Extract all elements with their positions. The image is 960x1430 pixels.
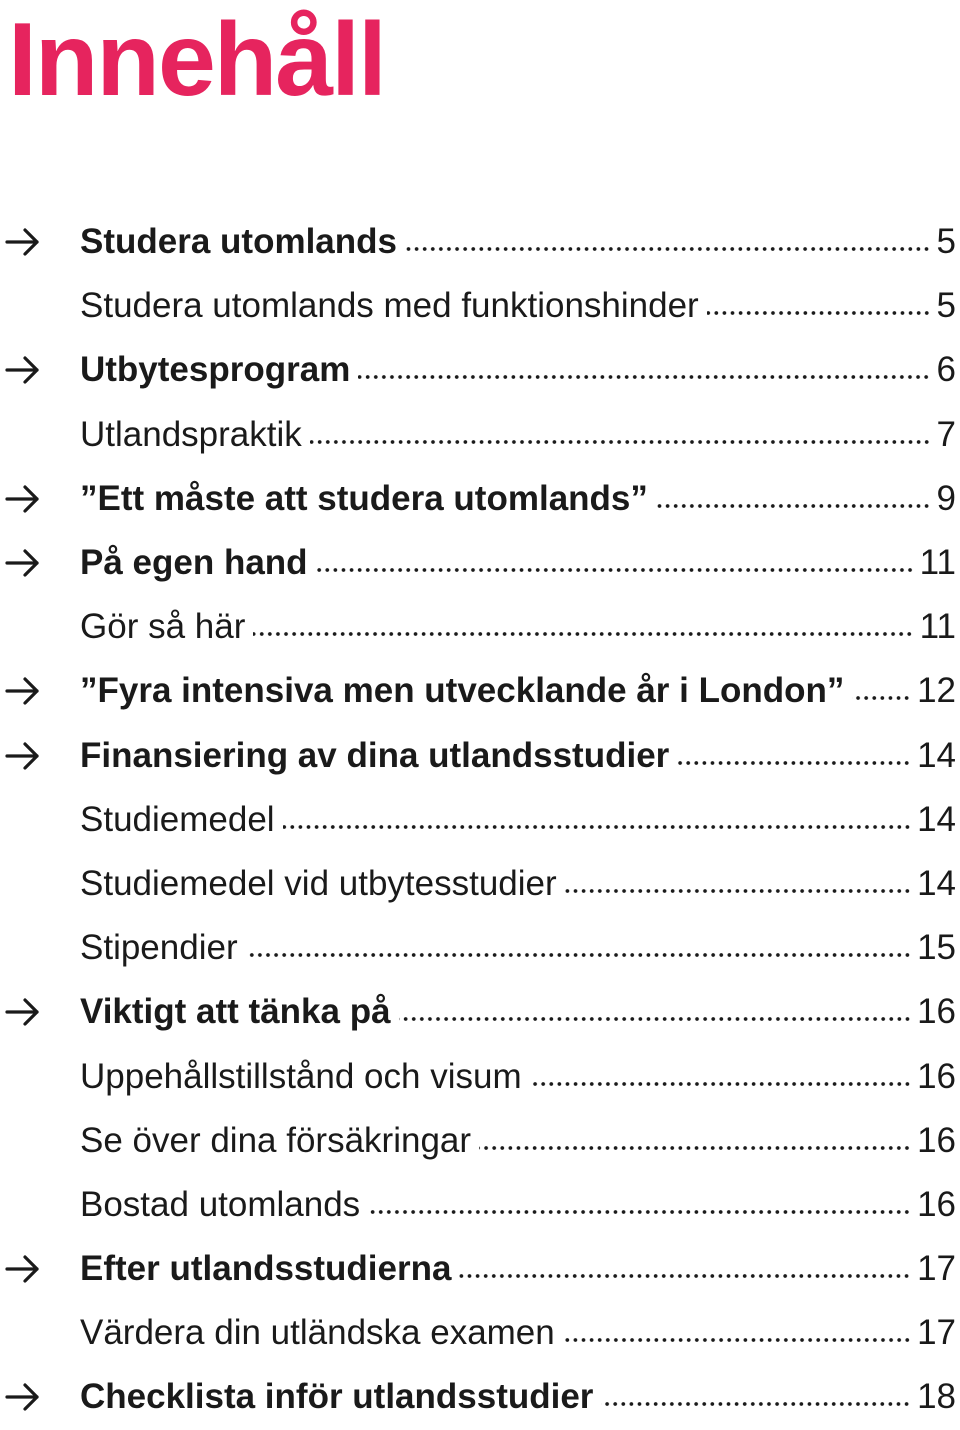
toc-entry-line — [80, 852, 956, 916]
toc-entry-line — [80, 1301, 956, 1365]
toc-page-number: 9 — [936, 478, 956, 518]
toc-entry-label: Utlandspraktik — [80, 414, 302, 454]
toc-entry[interactable] — [0, 1044, 960, 1108]
arrow-right-icon — [4, 1380, 42, 1414]
toc-page-number: 12 — [917, 671, 956, 711]
dot-leader — [316, 567, 914, 573]
toc-entry-label: Se över dina försäkringar — [80, 1120, 472, 1160]
arrow-right-icon — [4, 739, 42, 773]
toc-entry-line — [80, 274, 956, 338]
arrow-right-icon — [4, 353, 42, 387]
toc-entry-label: Studiemedel vid utbytesstudier — [80, 863, 557, 903]
toc-entry[interactable] — [0, 1109, 960, 1173]
toc-entry[interactable] — [0, 980, 960, 1044]
toc-entry-line — [80, 403, 956, 467]
toc-entry-line — [80, 724, 956, 788]
toc-entry[interactable] — [0, 916, 960, 980]
toc-entry-line — [80, 1173, 956, 1237]
toc-entry[interactable] — [0, 1301, 960, 1365]
arrow-right-icon — [4, 995, 42, 1029]
toc-entry-line — [80, 1237, 956, 1301]
toc-entry[interactable] — [0, 659, 960, 723]
toc-entry-label: Checklista inför utlandsstudier — [80, 1377, 594, 1417]
toc-entry[interactable] — [0, 338, 960, 402]
toc-entry-line — [80, 210, 956, 274]
dot-leader — [253, 631, 913, 637]
dot-leader — [358, 374, 930, 380]
page-title: Innehåll — [8, 2, 385, 118]
arrow-right-icon — [4, 225, 42, 259]
toc-page-number: 15 — [917, 928, 956, 968]
toc-entry[interactable] — [0, 1173, 960, 1237]
toc-entry-label: Studera utomlands med funktionshinder — [80, 286, 699, 326]
toc-entry-line — [80, 338, 956, 402]
arrow-right-icon — [4, 1252, 42, 1286]
toc-entry-label: Studiemedel — [80, 799, 275, 839]
dot-leader — [707, 310, 931, 316]
toc-entry-label: Finansiering av dina utlandsstudier — [80, 735, 670, 775]
toc-page-number: 18 — [917, 1377, 956, 1417]
dot-leader — [563, 1337, 911, 1343]
dot-leader — [399, 1016, 912, 1022]
toc-entry-label: Stipendier — [80, 928, 238, 968]
toc-page-number: 14 — [917, 735, 956, 775]
toc-entry[interactable] — [0, 1365, 960, 1429]
arrow-right-icon — [4, 482, 42, 516]
toc-page-number: 11 — [919, 607, 956, 647]
arrow-right-icon — [4, 674, 42, 708]
toc-entry-line — [80, 1109, 956, 1173]
toc-entry-line — [80, 531, 956, 595]
toc-page-number: 17 — [917, 1313, 956, 1353]
toc-entry-line — [80, 659, 956, 723]
dot-leader — [459, 1273, 911, 1279]
toc-entry-label: ”Fyra intensiva men utvecklande år i London” — [80, 671, 845, 711]
dot-leader — [601, 1401, 911, 1407]
dot-leader — [368, 1209, 911, 1215]
toc-entry[interactable] — [0, 788, 960, 852]
toc-entry[interactable] — [0, 403, 960, 467]
toc-entry-label: Studera utomlands — [80, 222, 397, 262]
toc-entry[interactable] — [0, 852, 960, 916]
toc-entry[interactable] — [0, 210, 960, 274]
dot-leader — [246, 952, 911, 958]
toc-page-number: 16 — [917, 1184, 956, 1224]
dot-leader — [405, 246, 931, 252]
toc-entry-label: Viktigt att tänka på — [80, 992, 391, 1032]
dot-leader — [530, 1081, 911, 1087]
toc-entry-label: Bostad utomlands — [80, 1184, 361, 1224]
toc-entry-line — [80, 467, 956, 531]
toc-page-number: 17 — [917, 1249, 956, 1289]
toc-entry-line — [80, 1044, 956, 1108]
table-of-contents — [0, 210, 960, 1430]
toc-entry-line — [80, 916, 956, 980]
toc-entry[interactable] — [0, 274, 960, 338]
toc-page-number: 7 — [936, 414, 956, 454]
dot-leader — [852, 695, 911, 701]
toc-entry[interactable] — [0, 467, 960, 531]
toc-entry-label: Gör så här — [80, 607, 246, 647]
toc-page-number: 6 — [936, 350, 956, 390]
toc-page-number: 5 — [936, 222, 956, 262]
toc-entry-label: Utbytesprogram — [80, 350, 351, 390]
toc-entry-line — [80, 1365, 956, 1429]
toc-page-number: 5 — [936, 286, 956, 326]
dot-leader — [656, 503, 931, 509]
toc-entry-line — [80, 980, 956, 1044]
dot-leader — [310, 439, 931, 445]
toc-entry-label: Efter utlandsstudierna — [80, 1249, 452, 1289]
toc-entry-line — [80, 595, 956, 659]
dot-leader — [677, 760, 911, 766]
toc-entry-label: Uppehållstillstånd och visum — [80, 1056, 522, 1096]
toc-page-number: 14 — [917, 799, 956, 839]
toc-page-number: 16 — [917, 1120, 956, 1160]
toc-entry[interactable] — [0, 1237, 960, 1301]
toc-entry-label: ”Ett måste att studera utomlands” — [80, 478, 648, 518]
toc-entry[interactable] — [0, 531, 960, 595]
toc-entry-label: På egen hand — [80, 543, 308, 583]
toc-page-number: 16 — [917, 1056, 956, 1096]
dot-leader — [283, 824, 911, 830]
toc-entry-label: Värdera din utländska examen — [80, 1313, 555, 1353]
toc-entry[interactable] — [0, 724, 960, 788]
toc-page-number: 11 — [919, 543, 956, 583]
toc-page-number: 16 — [917, 992, 956, 1032]
dot-leader — [565, 888, 911, 894]
arrow-right-icon — [4, 546, 42, 580]
toc-entry[interactable] — [0, 595, 960, 659]
dot-leader — [479, 1145, 911, 1151]
toc-entry-line — [80, 788, 956, 852]
toc-page-number: 14 — [917, 863, 956, 903]
